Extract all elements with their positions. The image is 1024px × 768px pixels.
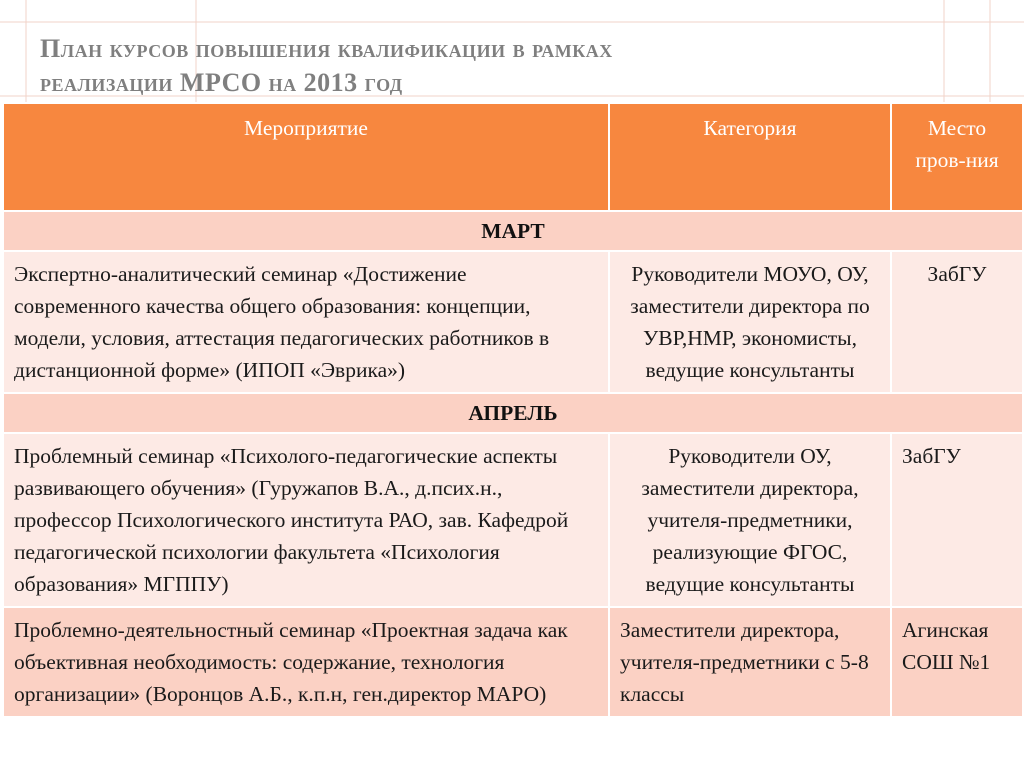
place-cell: Агинская СОШ №1 bbox=[891, 607, 1022, 717]
courses-table bbox=[2, 102, 1022, 718]
event-cell: Экспертно-аналитический семинар «Достижение современного качества общего образования: концепции, модели, условия, аттестация педагогических работников в дистанционной форме» (ИПОП «Эврика») bbox=[3, 251, 609, 393]
table-header-row bbox=[3, 103, 1022, 211]
header-category: Категория bbox=[609, 103, 891, 211]
courses-table-container bbox=[2, 102, 1022, 768]
category-cell: Заместители директора, учителя-предметники с 5-8 классы bbox=[609, 607, 891, 717]
place-cell: ЗабГУ bbox=[891, 433, 1022, 607]
table-row bbox=[3, 251, 1022, 393]
month-label: АПРЕЛЬ bbox=[3, 393, 1022, 433]
event-cell: Проблемно-деятельностный семинар «Проектная задача как объективная необходимость: содержание, технология организации» (Воронцов А.Б., к.п.н, ген.директор МАРО) bbox=[3, 607, 609, 717]
page-title bbox=[40, 32, 940, 100]
month-label: МАРТ bbox=[3, 211, 1022, 251]
month-row-march bbox=[3, 211, 1022, 251]
title-line-1: План курсов повышения квалификации в рамках bbox=[40, 34, 613, 63]
place-cell: ЗабГУ bbox=[891, 251, 1022, 393]
header-event: Мероприятие bbox=[3, 103, 609, 211]
event-cell: Проблемный семинар «Психолого-педагогические аспекты развивающего обучения» (Гуружапов В.А., д.псих.н., профессор Психологического института РАО, зав. Кафедрой педагогической психологии факультета «Психология образования» МГППУ) bbox=[3, 433, 609, 607]
title-line-2: реализации МРСО на 2013 год bbox=[40, 68, 403, 97]
category-cell: Руководители МОУО, ОУ, заместители директора по УВР,НМР, экономисты, ведущие консультанты bbox=[609, 251, 891, 393]
table-row bbox=[3, 607, 1022, 717]
header-place: Место пров-ния bbox=[891, 103, 1022, 211]
month-row-april bbox=[3, 393, 1022, 433]
table-row bbox=[3, 433, 1022, 607]
category-cell: Руководители ОУ, заместители директора, учителя-предметники, реализующие ФГОС, ведущие консультанты bbox=[609, 433, 891, 607]
